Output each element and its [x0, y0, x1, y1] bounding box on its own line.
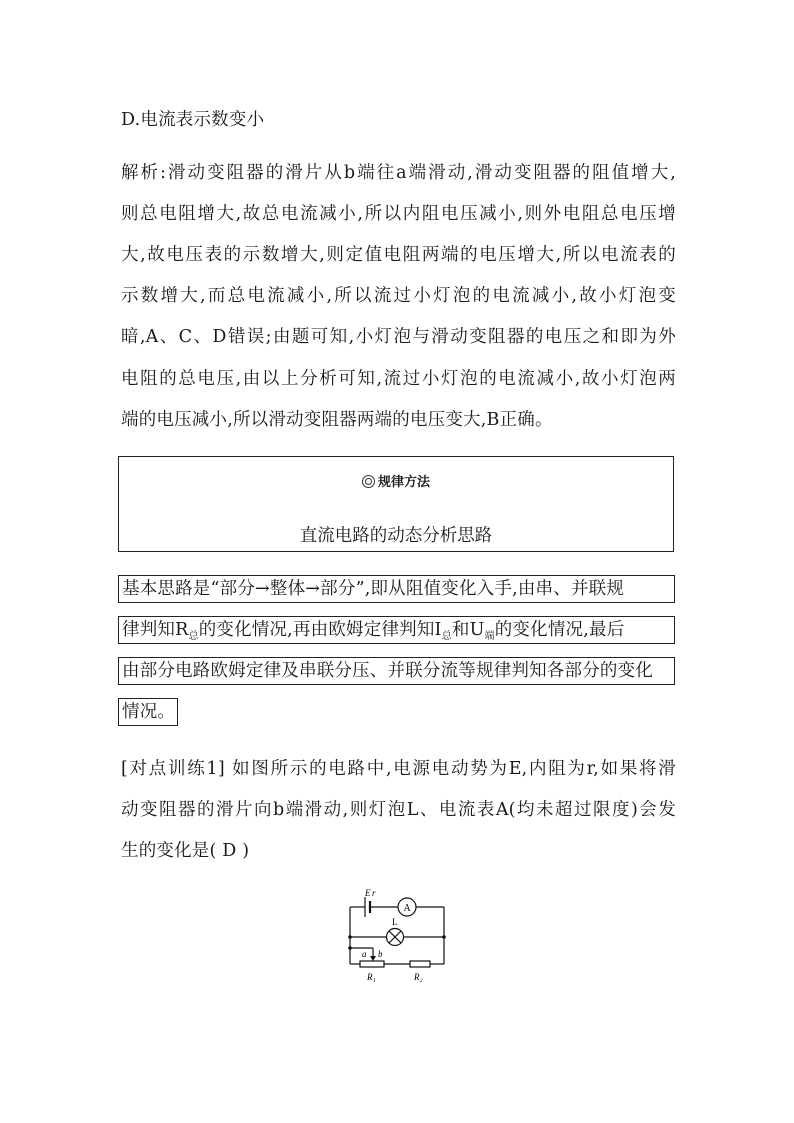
- ammeter-label: A: [403, 903, 411, 914]
- lamp-label: L: [392, 917, 398, 927]
- emf-label: E: [365, 888, 371, 898]
- exercise-line: 动变阻器的滑片向b端滑动,则灯泡L、电流表A(均未超过限度)会发: [121, 800, 676, 820]
- exercise-line: 生的变化是( D ): [121, 841, 250, 861]
- analysis-line: 端的电压减小,所以滑动变阻器两端的电压变大,B正确。: [121, 410, 553, 430]
- analysis-line: 大,故电压表的示数增大,则定值电阻两端的电压增大,所以电流表的: [121, 245, 676, 265]
- analysis-line: 电阻的总电压,由以上分析可知,流过小灯泡的电流减小,故小灯泡两: [121, 369, 676, 389]
- terminal-b-label: b: [378, 949, 383, 959]
- resistor-r2: [410, 961, 430, 967]
- terminal-a-label: a: [362, 949, 367, 959]
- method-box: [118, 456, 674, 552]
- analysis-line: 暗,A、C、D错误;由题可知,小灯泡与滑动变阻器的电压之和即为外: [121, 327, 676, 347]
- exercise-line: [对点训练1] 如图所示的电路中,电源电动势为E,内阻为r,如果将滑: [121, 759, 676, 779]
- r1-label: R₁: [367, 972, 376, 982]
- method-title-text: 规律方法: [377, 475, 430, 490]
- option-d: D.电流表示数变小: [121, 110, 265, 130]
- slider-arrow-icon: [370, 956, 376, 961]
- circuit-diagram: [340, 885, 452, 985]
- r2-label: R₂: [414, 972, 423, 982]
- method-text-line: 由部分电路欧姆定律及串联分压、并联分流等规律判知各部分的变化: [118, 657, 675, 685]
- internal-resistance-label: r: [372, 888, 376, 898]
- analysis-line: 解析:滑动变阻器的滑片从b端往a端滑动,滑动变阻器的阻值增大,: [121, 163, 676, 183]
- analysis-line: 则总电阻增大,故总电流减小,所以内阻电压减小,则外电阻总电压增: [121, 204, 676, 224]
- target-icon: [362, 475, 375, 488]
- method-text-line: 情况。: [118, 698, 178, 726]
- analysis-line: 示数增大,而总电流减小,所以流过小灯泡的电流减小,故小灯泡变: [121, 286, 676, 306]
- rheostat-r1: [360, 961, 384, 967]
- method-title: [119, 471, 673, 490]
- method-text-line: 律判知$R_总$的变化情况,再由欧姆定律判知$I_总$和$U_端$的变化情况,最后: [118, 616, 675, 644]
- method-subtitle: 直流电路的动态分析思路: [299, 526, 493, 546]
- method-text-line: 基本思路是“部分→整体→部分”,即从阻值变化入手,由串、并联规: [118, 575, 675, 603]
